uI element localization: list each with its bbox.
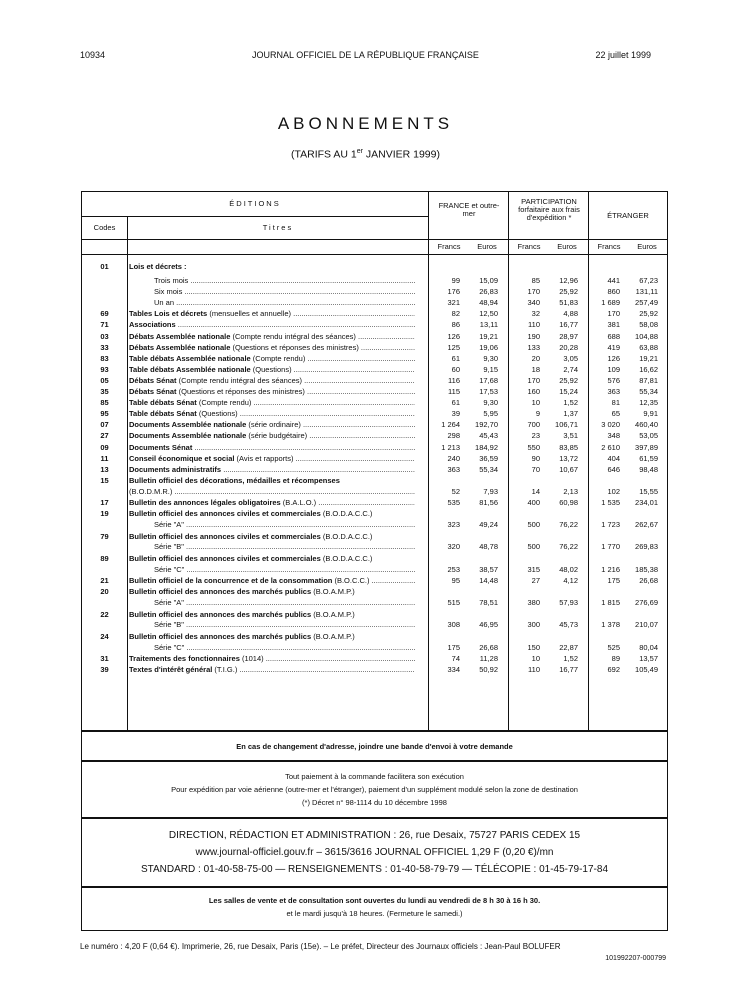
hours-line: Les salles de vente et de consultation sont ouvertes du lundi au vendredi de 8 h 30 à 16 h 30. [208,896,541,905]
price-cell: 98,48 [639,464,658,474]
divider [588,192,589,730]
price-cell: 535 [447,498,460,508]
price-cell: 36,59 [479,453,498,463]
footer-code: 101992207-000799 [605,955,666,962]
price-cell: 13,11 [479,320,498,330]
row-title: Bulletin officiel des annonces civiles et commerciales (B.O.D.A.C.C.) [129,509,373,519]
price-cell: 48,02 [559,564,578,574]
price-cell: 170 [527,287,540,297]
price-cell: 48,94 [479,298,498,308]
price-cell: 116 [448,375,460,385]
price-cell: 55,34 [639,387,658,396]
row-title: Débats Sénat (Compte rendu intégral des séances) ..... [129,376,415,386]
price-cell: 334 [447,665,460,675]
price-cell: 106,71 [555,420,578,430]
price-cell: 323 [447,520,460,529]
row-title: Tables Lois et décrets (mensuelles et annuelle) ..... [129,309,415,319]
col-part-francs: Francs [517,242,541,251]
price-cell: 28,97 [559,331,578,341]
row-title: (B.O.D.M.R.) ..... [129,487,415,497]
direction-address: DIRECTION, RÉDACTION ET ADMINISTRATION : 26, rue Desaix, 75727 PARIS CEDEX 15 [168,830,581,841]
editions-header: ÉDITIONS [229,199,281,208]
col-france-francs: Francs [437,242,461,251]
price-cell: 126 [447,331,460,341]
price-cell: 441 [607,276,620,285]
price-cell: 20,28 [559,342,578,352]
price-cell: 22,87 [559,642,578,652]
price-cell: 500 [527,520,540,529]
tariff-table [81,191,668,731]
divider [82,216,428,217]
price-cell: 39 [451,409,460,419]
price-cell: 10 [531,654,540,664]
price-cell: 15,09 [479,276,498,285]
price-cell: 15,24 [559,387,578,396]
price-cell: 12,35 [639,398,658,408]
price-cell: 26,83 [479,287,498,297]
row-code: 93 [100,364,109,374]
price-cell: 7,93 [483,486,498,496]
price-cell: 53,05 [639,431,658,441]
row-title: Bulletin officiel des annonces des marchés publics (B.O.A.M.P.) [129,631,355,641]
price-cell: 3,51 [563,431,578,441]
price-cell: 16,77 [559,320,578,330]
price-cell: 185,38 [635,564,658,574]
row-code: 89 [100,553,109,563]
row-code: 21 [100,576,109,586]
row-title: Bulletin officiel de la concurrence et de la consommation (B.O.C.C.) ..... [129,576,415,586]
price-cell: 9,91 [643,409,658,419]
price-cell: 78,51 [479,598,498,607]
page-number: 10934 [80,50,106,60]
row-title: Traitements des fonctionnaires (1014) ..... [129,654,415,664]
price-cell: 19,21 [639,353,658,363]
price-cell: 25,92 [559,287,578,297]
price-cell: 175 [447,642,460,652]
row-title: Bulletin officiel des décorations, médailles et récompenses [129,475,340,485]
row-code: 79 [100,531,109,541]
price-cell: 500 [527,542,540,552]
row-title: Trois mois ..... [154,276,415,286]
row-code: 03 [100,331,109,341]
price-cell: 70 [531,464,540,474]
row-title: Textes d'intérêt général (T.I.G.) ..... [129,665,415,675]
price-cell: 9,30 [483,353,498,363]
price-cell: 109 [607,364,620,374]
price-cell: 58,08 [639,320,658,330]
row-title: Série "B" ..... [154,542,415,552]
price-cell: 170 [527,375,540,385]
row-title: Un an ..... [154,298,415,308]
page-title: ABONNEMENTS [277,114,454,133]
row-title: Table débats Sénat (Compte rendu) ..... [129,398,415,408]
price-cell: 9 [535,409,540,419]
row-title: Table débats Sénat (Questions) ..... [129,409,415,419]
price-cell: 45,73 [559,620,578,630]
price-cell: 115 [448,387,460,396]
price-cell: 269,83 [635,542,658,552]
row-title: Série "C" ..... [154,565,415,575]
row-title: Débats Assemblée nationale (Compte rendu intégral des séances) ..... [129,332,415,342]
price-cell: 14,48 [479,576,498,586]
hours-line: et le mardi jusqu'à 18 heures. (Fermeture le samedi.) [286,909,463,918]
price-cell: 340 [527,298,540,308]
direction-phones: STANDARD : 01-40-58-75-00 — RENSEIGNEMENTS : 01-40-58-79-79 — TÉLÉCOPIE : 01-45-79-17-84 [140,864,609,875]
row-title: Débats Sénat (Questions et réponses des ministres) ..... [129,387,415,397]
price-cell: 1 689 [601,298,620,308]
price-cell: 81,56 [479,498,498,508]
price-cell: 276,69 [635,598,658,607]
price-cell: 1 378 [601,620,620,630]
price-cell: 700 [527,420,540,430]
price-cell: 692 [607,665,620,675]
price-cell: 89 [611,654,620,664]
price-cell: 49,24 [479,520,498,529]
price-cell: 176 [447,287,460,297]
row-title: Associations ..... [129,320,415,330]
price-cell: 1 535 [601,498,620,508]
price-cell: 25,92 [639,309,658,319]
price-cell: 192,70 [475,420,498,430]
row-title: Bulletin des annonces légales obligatoires (B.A.L.O.) ..... [129,498,415,508]
price-cell: 419 [607,342,620,352]
codes-header: Codes [93,223,116,232]
row-title: Documents Sénat ..... [129,443,415,453]
divider [127,216,128,730]
col-part-euros: Euros [557,242,577,251]
row-code: 27 [100,431,109,441]
price-cell: 76,22 [559,542,578,552]
price-cell: 400 [527,498,540,508]
price-cell: 74 [451,654,460,664]
divider [82,239,667,240]
price-cell: 19,06 [479,342,498,352]
price-cell: 20 [531,353,540,363]
price-cell: 17,68 [479,375,498,385]
decree-note: (*) Décret n° 98-1114 du 10 décembre 1998 [302,798,447,807]
price-cell: 14 [531,486,540,496]
price-cell: 110 [528,665,540,675]
col-etr-francs: Francs [597,242,621,251]
direction-block [81,818,668,887]
col-etr-euros: Euros [637,242,657,251]
price-cell: 381 [607,320,620,330]
price-cell: 82 [451,309,460,319]
price-cell: 102 [607,486,620,496]
price-cell: 1,52 [563,398,578,408]
price-cell: 175 [607,576,620,586]
price-cell: 125 [447,342,460,352]
price-cell: 363 [607,387,620,396]
price-cell: 397,89 [635,442,658,452]
price-cell: 15,55 [639,486,658,496]
price-cell: 9,15 [483,364,498,374]
price-cell: 48,78 [479,542,498,552]
issue-date: 22 juillet 1999 [595,50,651,60]
price-cell: 86 [451,320,460,330]
row-code: 33 [100,342,109,352]
row-title: Table débats Assemblée nationale (Compte rendu) ..... [129,354,415,364]
participation-header: PARTICIPATION forfaitaire aux frais d'expédition * [518,197,580,222]
price-cell: 234,01 [635,498,658,508]
price-cell: 1,52 [563,654,578,664]
price-cell: 17,53 [479,387,498,396]
price-cell: 105,49 [635,665,658,675]
price-cell: 126 [607,353,620,363]
price-cell: 210,07 [635,620,658,630]
price-cell: 308 [447,620,460,630]
price-cell: 110 [528,320,540,330]
price-cell: 27 [531,576,540,586]
price-cell: 10,67 [559,464,578,474]
price-cell: 85 [531,276,540,285]
price-cell: 26,68 [479,642,498,652]
price-cell: 404 [607,453,620,463]
row-code: 05 [100,375,109,385]
row-code: 95 [100,409,109,419]
row-title: Conseil économique et social (Avis et rapports) ..... [129,454,415,464]
price-cell: 190 [527,331,540,341]
price-cell: 81 [611,398,620,408]
price-cell: 150 [527,642,540,652]
row-code: 39 [100,665,109,675]
price-cell: 60,98 [559,498,578,508]
price-cell: 860 [607,287,620,297]
price-cell: 1 264 [441,420,460,430]
divider [508,192,509,730]
price-cell: 51,83 [559,298,578,308]
price-cell: 60 [451,364,460,374]
price-cell: 32 [531,309,540,319]
price-cell: 550 [527,442,540,452]
row-code: 71 [100,320,109,330]
price-cell: 298 [447,431,460,441]
price-cell: 4,12 [563,576,578,586]
row-code: 83 [100,353,109,363]
journal-name: JOURNAL OFFICIEL DE LA RÉPUBLIQUE FRANÇAISE [252,50,479,60]
price-cell: 23 [531,431,540,441]
price-cell: 253 [447,564,460,574]
price-cell: 95 [451,576,460,586]
footer: Le numéro : 4,20 F (0,64 €). Imprimerie, 26, rue Desaix, Paris (15e). – Le préfet, Directeur des Journaux officiels : Jean-Paul BOLUFER [80,942,561,951]
price-cell: 2 610 [601,442,620,452]
price-cell: 3 020 [601,420,620,430]
price-cell: 87,81 [639,375,658,385]
row-code: 22 [100,609,109,619]
price-cell: 57,93 [559,598,578,607]
price-cell: 16,62 [639,364,658,374]
price-cell: 1 216 [601,564,620,574]
price-cell: 61,59 [639,453,658,463]
direction-web: www.journal-officiel.gouv.fr – 3615/3616 JOURNAL OFFICIEL 1,29 F (0,20 €)/mn [195,847,554,858]
price-cell: 160 [527,387,540,396]
opening-hours [81,887,668,931]
price-cell: 1 770 [601,542,620,552]
price-cell: 52 [451,486,460,496]
price-cell: 646 [607,464,620,474]
row-code: 20 [100,587,109,597]
row-code: 15 [100,475,109,485]
row-code: 69 [100,309,109,319]
price-cell: 262,67 [635,520,658,529]
price-cell: 1,37 [563,409,578,419]
price-cell: 76,22 [559,520,578,529]
price-cell: 131,11 [635,287,658,297]
price-cell: 99 [451,276,460,285]
price-cell: 576 [607,375,620,385]
row-code: 19 [100,509,109,519]
price-cell: 65 [611,409,620,419]
price-cell: 18 [531,364,540,374]
price-cell: 63,88 [639,342,658,352]
price-cell: 363 [447,464,460,474]
row-title: Lois et décrets : [129,262,187,271]
row-title: Documents Assemblée nationale (série ordinaire) ..... [129,420,415,430]
price-cell: 12,50 [479,309,498,319]
price-cell: 26,68 [639,576,658,586]
price-cell: 525 [607,642,620,652]
row-title: Série "A" ..... [154,520,415,530]
row-title: Documents Assemblée nationale (série budgétaire) ..... [129,431,415,441]
payment-line: Pour expédition par voie aérienne (outre-mer et l'étranger), paiement d'un supplément modulé selon la zone de destination [171,785,578,794]
price-cell: 240 [447,453,460,463]
row-title: Débats Assemblée nationale (Questions et réponses des ministres) ..... [129,343,415,353]
price-cell: 46,95 [479,620,498,630]
row-code: 85 [100,398,109,408]
row-code: 17 [100,498,109,508]
row-title: Documents administratifs ..... [129,465,415,475]
price-cell: 170 [607,309,620,319]
price-cell: 45,43 [479,431,498,441]
price-cell: 184,92 [475,442,498,452]
price-cell: 688 [607,331,620,341]
titres-header: Titres [262,223,294,232]
price-cell: 19,21 [479,331,498,341]
price-cell: 1 213 [441,442,460,452]
row-title: Bulletin officiel des annonces civiles et commerciales (B.O.D.A.C.C.) [129,531,373,541]
price-cell: 4,88 [563,309,578,319]
price-cell: 13,72 [559,453,578,463]
price-cell: 515 [447,598,460,607]
price-cell: 83,85 [559,442,578,452]
row-code: 11 [100,453,109,463]
row-title: Bulletin officiel des annonces civiles et commerciales (B.O.D.A.C.C.) [129,553,373,563]
price-cell: 257,49 [635,298,658,308]
row-code: 01 [100,262,109,271]
divider [428,192,429,730]
price-cell: 104,88 [635,331,658,341]
price-cell: 321 [447,298,460,308]
price-cell: 13,57 [639,654,658,664]
payment-notice [81,761,668,818]
page-subtitle: (TARIFS AU 1er JANVIER 1999) [290,148,440,161]
price-cell: 9,30 [483,398,498,408]
page-header [80,50,651,62]
price-cell: 38,57 [479,564,498,574]
price-cell: 2,13 [563,486,578,496]
price-cell: 50,92 [479,665,498,675]
price-cell: 3,05 [563,353,578,363]
address-change-notice: En cas de changement d'adresse, joindre une bande d'envoi à votre demande [81,731,668,761]
price-cell: 460,40 [635,420,658,430]
row-title: Table débats Assemblée nationale (Questions) ..... [129,365,415,375]
price-cell: 67,23 [639,276,658,285]
price-cell: 380 [527,598,540,607]
price-cell: 315 [527,564,540,574]
row-title: Six mois ..... [154,287,415,297]
price-cell: 2,74 [563,364,578,374]
row-title: Série "B" ..... [154,620,415,630]
col-france-euros: Euros [477,242,497,251]
row-code: 13 [100,464,109,474]
price-cell: 90 [531,453,540,463]
row-title: Bulletin officiel des annonces des marchés publics (B.O.A.M.P.) [129,609,355,619]
price-cell: 348 [607,431,620,441]
price-cell: 1 723 [601,520,620,529]
row-title: Série "C" ..... [154,643,415,653]
price-cell: 55,34 [479,464,498,474]
divider [82,254,667,255]
price-cell: 11,28 [479,654,498,664]
row-code: 35 [100,387,109,396]
price-cell: 5,95 [483,409,498,419]
price-cell: 80,04 [639,642,658,652]
price-cell: 12,96 [559,276,578,285]
price-cell: 25,92 [559,375,578,385]
price-cell: 61 [451,398,460,408]
price-cell: 61 [451,353,460,363]
price-cell: 133 [527,342,540,352]
payment-line: Tout paiement à la commande facilitera son exécution [285,772,464,781]
price-cell: 320 [447,542,460,552]
price-cell: 16,77 [559,665,578,675]
row-code: 24 [100,631,109,641]
row-code: 09 [100,442,109,452]
row-code: 31 [100,654,109,664]
row-title: Série "A" ..... [154,598,415,608]
row-code: 07 [100,420,109,430]
price-cell: 10 [531,398,540,408]
row-title: Bulletin officiel des annonces des marchés publics (B.O.A.M.P.) [129,587,355,597]
price-cell: 1 815 [601,598,620,607]
etranger-header: ÉTRANGER [607,211,649,220]
france-header: FRANCE et outre-mer [438,201,500,218]
price-cell: 300 [527,620,540,630]
